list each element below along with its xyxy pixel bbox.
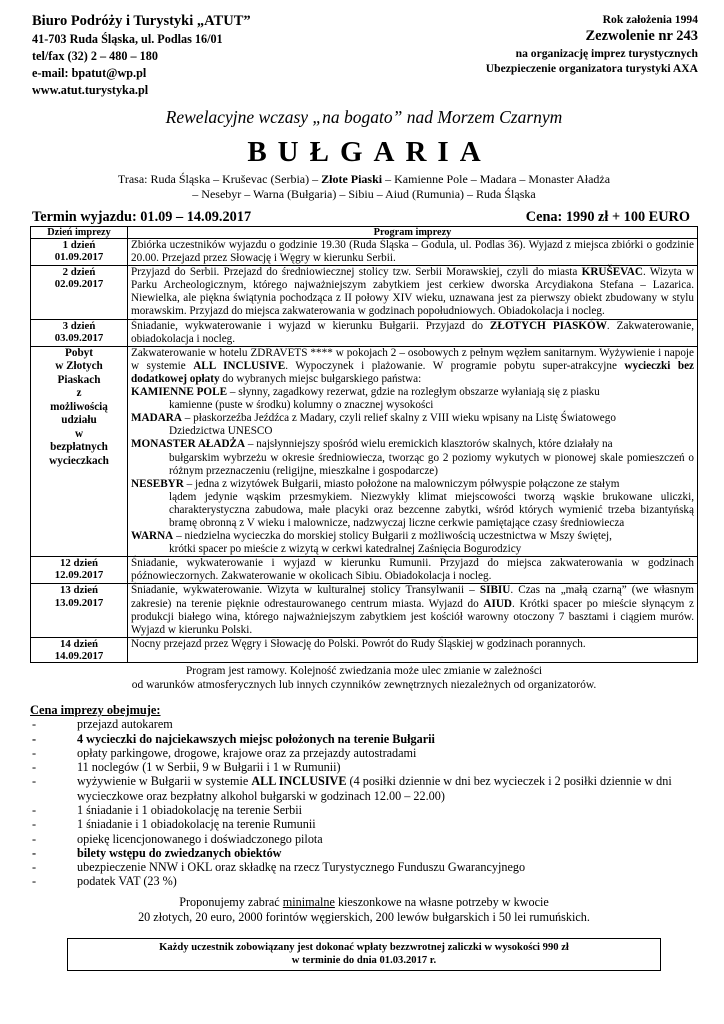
table-row-stay — [31, 346, 698, 557]
list-item: - 4 wycieczki do najciekawszych miejsc położonych na terenie Bułgarii — [30, 732, 698, 746]
list-item: - opiekę licencjonowanego i doświadczonego pilota — [30, 832, 698, 846]
program-cell: Zbiórka uczestników wyjazdu o godzinie 19.30 (Ruda Śląska – Godula, ul. Podlas 36). Wyjazd z miejsca zbiórki o godzinie 20.00. Przejazd przez Słowację i Węgry w kierunku Serbii. — [128, 239, 698, 266]
term-price-row — [30, 209, 698, 226]
tagline: Rewelacyjne wczasy „na bogato” nad Morzem Czarnym — [165, 107, 563, 127]
stay-label-cell: Pobyt w Złotych Piaskach z możliwością udziału w bezpłatnych wycieczkach — [31, 346, 128, 557]
agency-address: 41-703 Ruda Śląska, ul. Podlas 16/01 — [32, 32, 223, 46]
table-row — [31, 319, 698, 346]
route — [30, 172, 698, 202]
program-note: Program jest ramowy. Kolejność zwiedzania może ulec zmianie w zależności od warunków atmosferycznych lub innych czynników zewnętrznych niezależnych od organizatorów. — [131, 665, 597, 692]
list-item: - 1 śniadanie i 1 obiadokolację na terenie Rumunii — [30, 817, 698, 831]
table-row — [31, 239, 698, 266]
program-cell: Przyjazd do Serbii. Przejazd do średniowiecznej stolicy tzw. Serbii Morawskiej, czyli do miasta KRUŠEVAC. Wizyta w Parku Archeologicznym, którego najważniejszym zabytkiem jest cerkiew dworska Arcydiakona Stefana – Lazarica. Niewielka, ale piękna świątynia pochodząca z II połowy XIV wieku, uznawana jest za pierwszy obiekt zbudowany w stylu morawskim. Przyjazd do miejsca zakwaterowania w godzinach popołudniowych. Obiadokolacja i nocleg. — [128, 266, 698, 319]
agency-email[interactable]: e-mail: bpatut@wp.pl — [32, 66, 147, 80]
col-program-header: Program imprezy — [128, 227, 698, 239]
insurance-info: Ubezpieczenie organizatora turystyki AXA — [485, 62, 698, 75]
col-day-header: Dzień imprezy — [31, 227, 128, 239]
day-cell: 14 dzień 14.09.2017 — [31, 637, 128, 662]
includes-list — [30, 717, 698, 889]
day-cell: 3 dzień 03.09.2017 — [31, 319, 128, 346]
list-item: - podatek VAT (23 %) — [30, 874, 698, 888]
country-title: BUŁGARIA — [247, 136, 492, 168]
list-item: - przejazd autokarem — [30, 717, 698, 731]
permit-number: Zezwolenie nr 243 — [585, 28, 698, 44]
agency-phone: tel/fax (32) 2 – 480 – 180 — [32, 49, 158, 63]
program-cell: Śniadanie, wykwaterowanie. Wizyta w kulturalnej stolicy Transylwanii – SIBIU. Czas na „małą czarną” (we własnym zakresie) na terenie pięknie odrestaurowanego centrum miasta. Wyjazd do AIUD. Krótki spacer po mieście słynącym z produkcji białego wina, którego najważniejszym zabytkiem jest kościół warowny otoczony 7 basztami i ciągiem murów. Wyjazd w kierunku Polski. — [128, 584, 698, 637]
table-row — [31, 557, 698, 584]
list-item: - 11 noclegów (1 w Serbii, 9 w Bułgarii i 1 w Rumunii) — [30, 760, 698, 774]
agency-contact-block — [32, 12, 251, 99]
route-suffix: – Kamienne Pole – Madara – Monaster Aładża — [382, 172, 611, 186]
route-line-2: – Nesebyr – Warna (Bułgaria) – Sibiu – Aiud (Rumunia) – Ruda Śląska — [192, 187, 536, 201]
table-row — [31, 584, 698, 637]
list-item: - 1 śniadanie i 1 obiadokolację na terenie Serbii — [30, 803, 698, 817]
permit-description: na organizację imprez turystycznych — [515, 47, 698, 60]
list-item: - ubezpieczenie NNW i OKL oraz składkę na rzecz Turystycznego Funduszu Gwarancyjnego — [30, 860, 698, 874]
agency-website[interactable]: www.atut.turystyka.pl — [32, 83, 149, 97]
program-cell: Nocny przejazd przez Węgry i Słowację do Polski. Powrót do Rudy Śląskiej w godzinach porannych. — [128, 637, 698, 662]
includes-title: Cena imprezy obejmuje: — [30, 703, 161, 718]
header — [30, 10, 698, 100]
program-table — [30, 226, 698, 663]
list-item: - bilety wstępu do zwiedzanych obiektów — [30, 846, 698, 860]
route-prefix: Trasa: Ruda Śląska – Kruševac (Serbia) – — [117, 172, 322, 186]
stay-intro: Zakwaterowanie w hotelu ZDRAVETS **** w pokojach 2 – osobowych z pełnym węzłem sanitarnym. Wyżywienie i napoje w systemie ALL INCLUSIVE. Wypoczynek i plażowanie. W programie pobytu super-atrakcyjne wycieczki bez dodatkowej opłaty do wybranych miejsc bułgarskiego państwa: — [131, 346, 695, 385]
day-cell: 1 dzień 01.09.2017 — [31, 239, 128, 266]
program-cell: Śniadanie, wykwaterowanie i wyjazd w kierunku Rumunii. Przyjazd do miejsca zakwaterowania w godzinach późnowieczornych. Zakwaterowanie w okolicach Sibiu. Obiadokolacja i nocleg. — [128, 557, 698, 584]
list-item: - wyżywienie w Bułgarii w systemie ALL INCLUSIVE (4 posiłki dziennie w dni bez wycieczek i 2 posiłki dziennie w dni wycieczkowe oraz bezpłatny alkohol bułgarski w godzinach 12.00 – 22.00) — [30, 774, 698, 803]
excursion-item: KAMIENNE POLE – słynny, zagadkowy rezerwat, gdzie na rozległym obszarze wyłaniają się z piasku kamienne (puste w środku) kolumny o znacznej wysokości — [131, 386, 600, 412]
table-row — [31, 266, 698, 319]
pocket-money-note: Proponujemy zabrać minimalne kieszonkowe na własne potrzeby w kwocie 20 złotych, 20 euro, 2000 forintów węgierskich, 200 lewów bułgarskich i 50 lei rumuńskich. — [138, 894, 590, 924]
stay-program-cell — [128, 346, 698, 557]
excursion-item: MONASTER AŁADŻA – najsłynniejszy spośród wielu eremickich klasztorów skalnych, które działały na bułgarskim wybrzeżu w okresie średniowiecza, tworząc go 2 poziomy wykutych w pionowej skale pomieszczeń o różnym przeznaczeniu (religijne, mieszkalne i gospodarcze) — [131, 438, 694, 477]
day-cell: 12 dzień 12.09.2017 — [31, 557, 128, 584]
flyer-page — [30, 10, 698, 971]
day-cell: 2 dzień 02.09.2017 — [31, 266, 128, 319]
excursion-item: MADARA – płaskorzeźba Jeźdźca z Madary, czyli relief skalny z VIII wieku wpisany na Listę Światowego Dziedzictwa UNESCO — [131, 412, 616, 438]
excursion-item: WARNA – niedzielna wycieczka do morskiej stolicy Bułgarii z możliwością uczestnictwa w Mszy świętej, krótki spacer po mieście z wizytą w cerkwi katedralnej Zaśnięcia Bogurodzicy — [131, 530, 612, 556]
price: Cena: 1990 zł + 100 EURO — [525, 209, 690, 225]
list-item: - opłaty parkingowe, drogowe, krajowe oraz za przejazdy autostradami — [30, 746, 698, 760]
table-row — [31, 637, 698, 662]
founded-year: Rok założenia 1994 — [602, 13, 698, 26]
excursion-item: NESEBYR – jedna z wizytówek Bułgarii, miasto położone na malowniczym półwyspie połączone ze stałym lądem jedynie wąskim przesmykiem. Niezwykły klimat miejscowości tworzą wąskie brukowane uliczki, charakterystyczna zabudowa, małe placyki oraz bezcenne zabytki, wśród których wymienić trzeba bizantyńską bramę obronną z V wieku i malownicze, nadzwyczaj liczne cerkwie pamiętające czasy średniowiecza — [131, 477, 694, 529]
agency-name: Biuro Podróży i Turystyki „ATUT” — [32, 13, 251, 29]
table-header-row — [31, 227, 698, 239]
deposit-notice-box: Każdy uczestnik zobowiązany jest dokonać wpłaty bezzwrotnej zaliczki w wysokości 990 zł w terminie do dnia 01.03.2017 r. — [67, 938, 661, 971]
route-highlight: Złote Piaski — [321, 172, 383, 186]
agency-credentials-block — [486, 12, 698, 76]
day-cell: 13 dzień 13.09.2017 — [31, 584, 128, 637]
program-cell: Śniadanie, wykwaterowanie i wyjazd w kierunku Bułgarii. Przyjazd do ZŁOTYCH PIASKÓW. Zakwaterowanie, obiadokolacja i nocleg. — [128, 319, 698, 346]
departure-term: Termin wyjazdu: 01.09 – 14.09.2017 — [32, 209, 252, 225]
